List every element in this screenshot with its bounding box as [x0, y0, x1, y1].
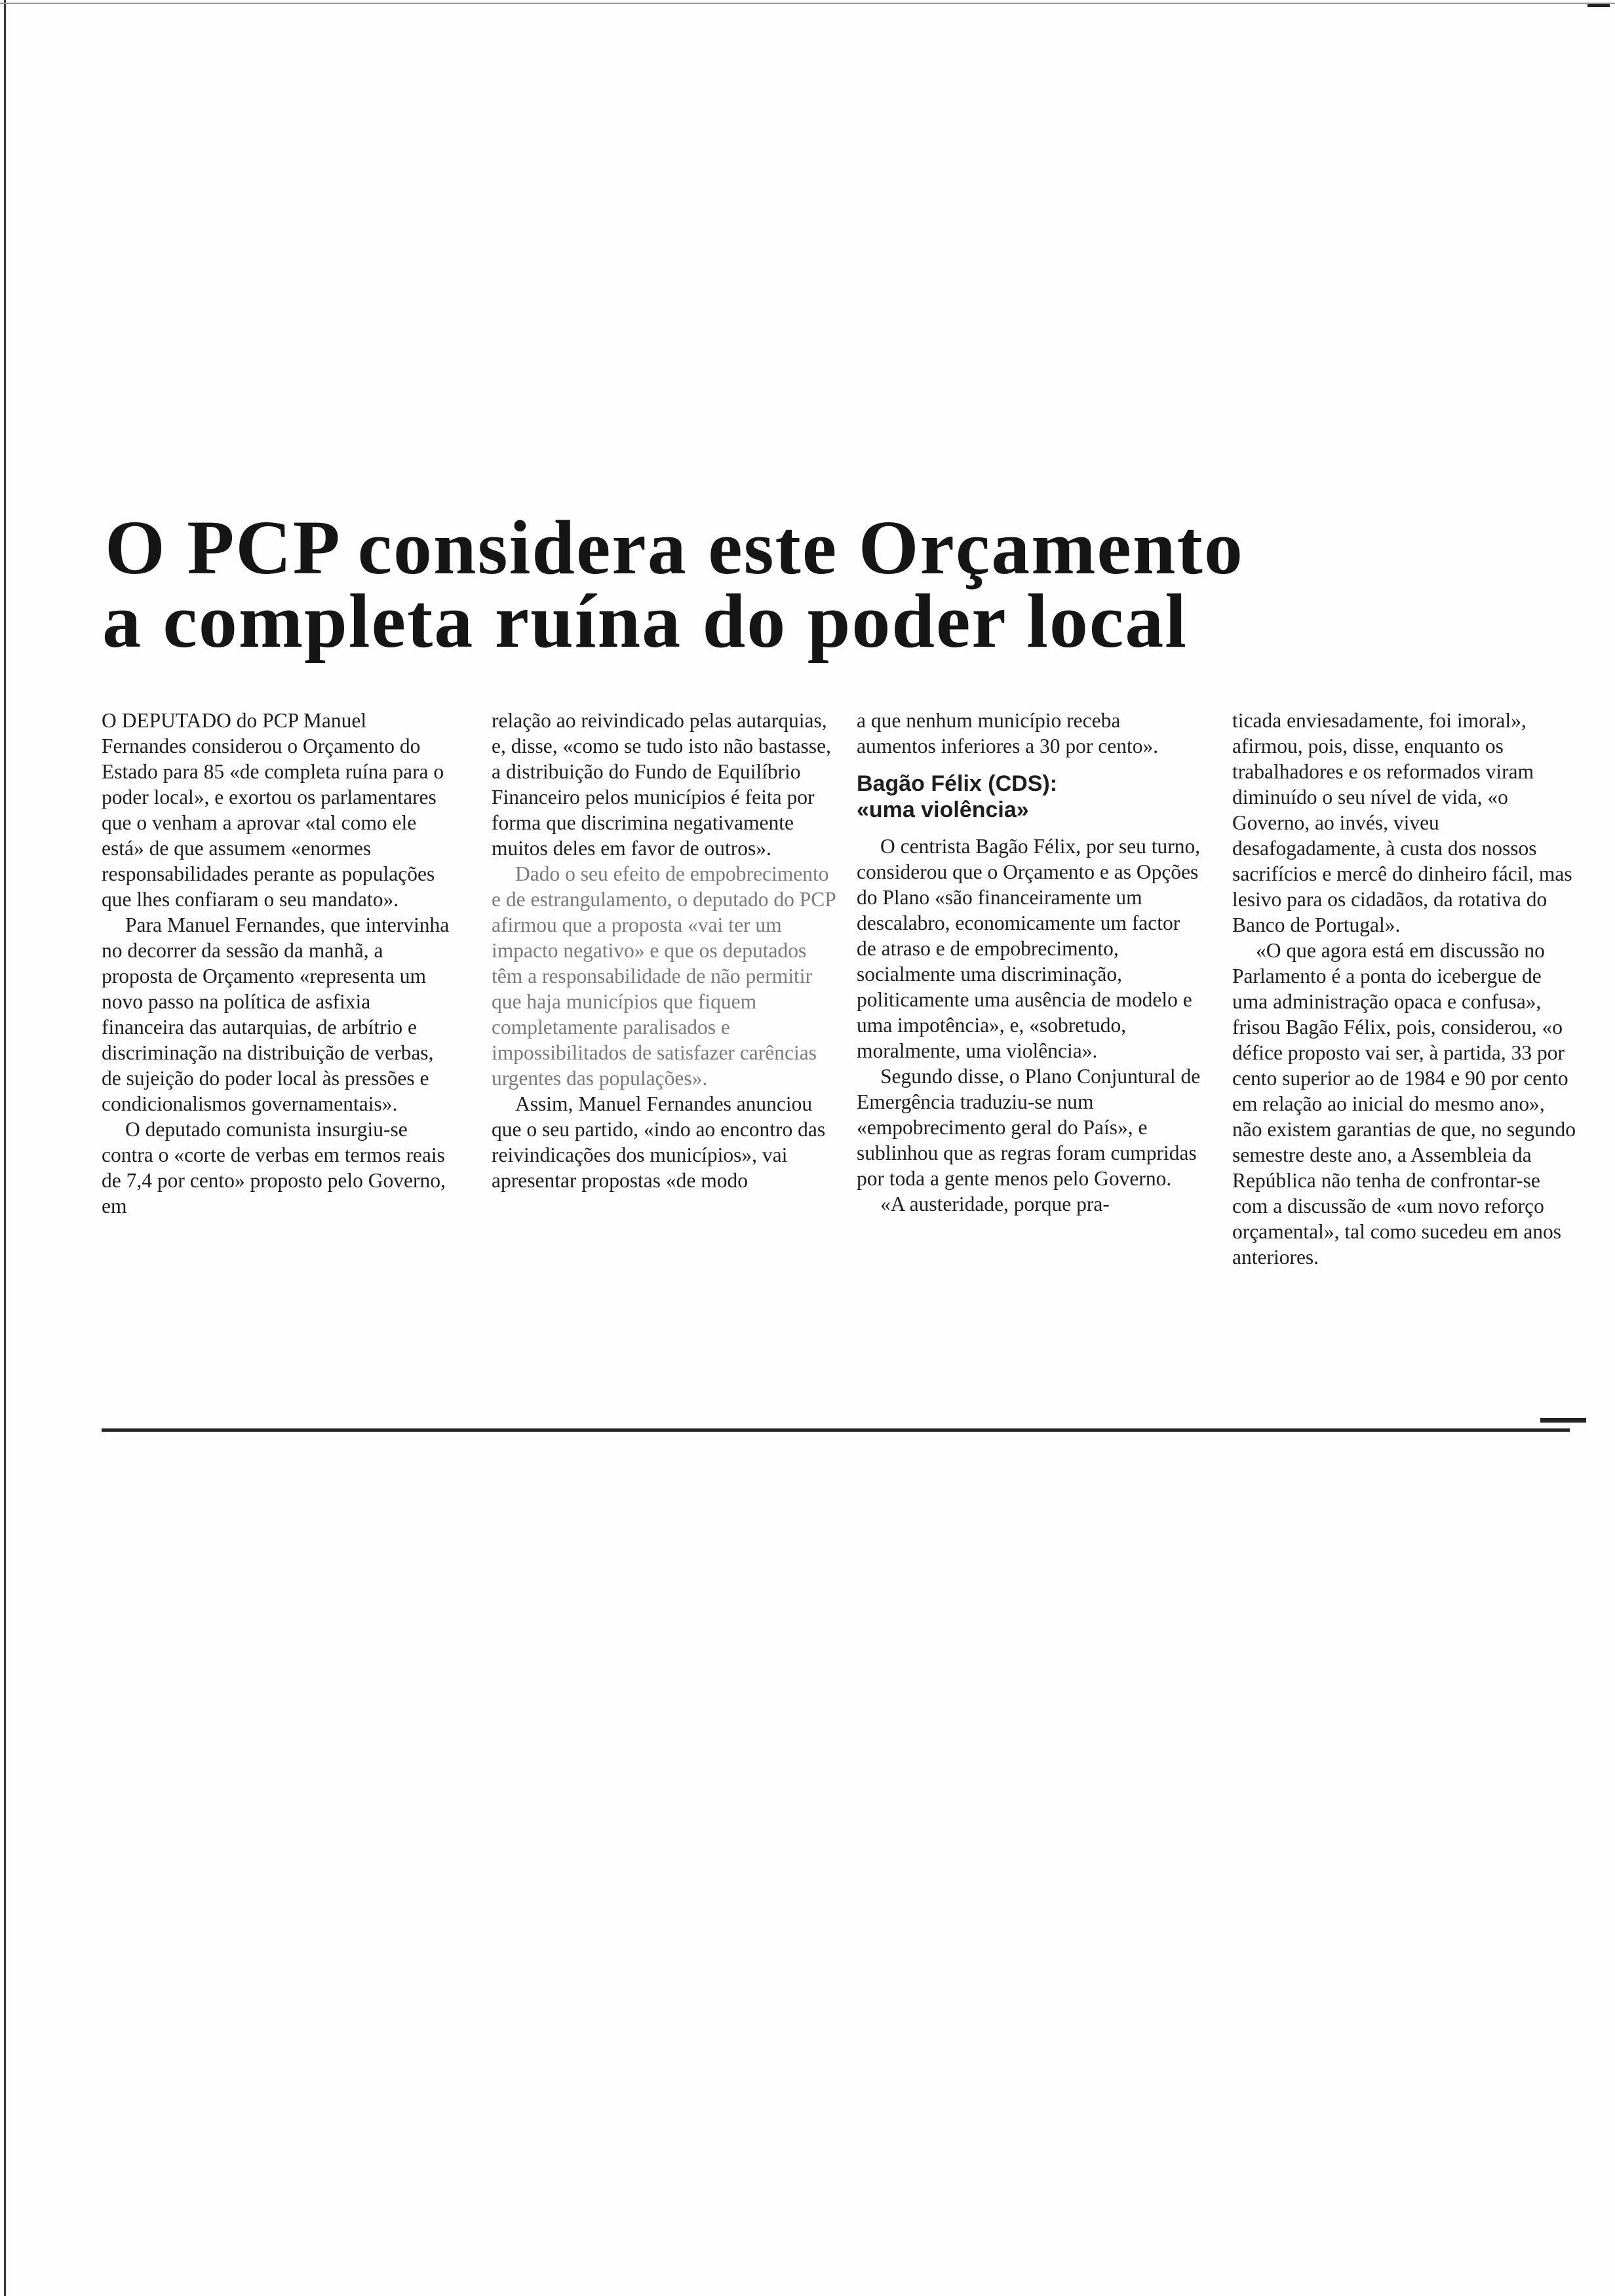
- article-column-3: [857, 708, 1204, 1217]
- scan-border-left: [4, 0, 6, 2296]
- paragraph: Para Manuel Fernandes, que intervinha no decorrer da sessão da manhã, a proposta de Orçamento «representa um novo passo na política de asfixia financeira das autarquias, de arbítrio e discriminação na distribuição de verbas, de sujeição do poder local às pressões e condicionalismos governamentais».: [102, 913, 450, 1115]
- article-column-4: [1232, 708, 1578, 1270]
- bottom-rule: [102, 1428, 1570, 1432]
- paragraph: relação ao reivindicado pelas autarquias, e, disse, «como se tudo isto não bastasse, a distribuição do Fundo de Equilíbrio Financeiro pelos municípios é feita por forma que discrimina negativamente muitos deles em favor de outros».: [492, 709, 831, 860]
- subheading-quote: «uma violência»: [857, 797, 1029, 822]
- paragraph: O DEPUTADO do PCP Manuel Fernandes considerou o Orçamento do Estado para 85 «de completa ruína para o poder local», e exortou os parlamentares que o venham a aprovar «tal como ele está» de que assumem «enormes responsabilidades perante as populações que lhes confiaram o seu mandato».: [102, 709, 444, 911]
- headline-line-2: a completa ruína do poder local: [102, 578, 1188, 664]
- scan-corner-mark: [1587, 4, 1610, 7]
- paragraph: Segundo disse, o Plano Conjuntural de Emergência traduziu-se num «empobrecimento geral do País», e sublinhou que as regras foram cumpridas por toda a gente menos pelo Governo.: [857, 1065, 1201, 1190]
- section-subheading: [857, 771, 1204, 823]
- end-of-article-mark: [1540, 1418, 1586, 1423]
- paragraph: ticada enviesadamente, foi imoral», afirmou, pois, disse, enquanto os trabalhadores e os reformados viram diminuído o seu nível de vida, «o Governo, ao invés, viveu desafogadamente, à custa dos nossos sacrifícios e mercê do dinheiro fácil, mas lesivo para os cidadãos, da rotativa do Banco de Portugal».: [1232, 709, 1572, 936]
- paragraph: a que nenhum município receba aumentos inferiores a 30 por cento».: [857, 709, 1159, 757]
- paragraph: Assim, Manuel Fernandes anunciou que o seu partido, «indo ao encontro das reivindicações dos municípios», vai apresentar propostas «de modo: [492, 1092, 826, 1192]
- paragraph: O deputado comunista insurgiu-se contra o «corte de verbas em termos reais de 7,4 por cento» proposto pelo Governo, em: [102, 1118, 446, 1217]
- article-column-1: [102, 708, 456, 1219]
- scan-border-top: [0, 3, 1615, 4]
- headline-line-1: O PCP considera este Orçamento: [105, 505, 1244, 590]
- article-headline: [98, 505, 1580, 664]
- subheading-name: Bagão Félix (CDS):: [857, 771, 1058, 796]
- newspaper-clipping: [98, 505, 1580, 1468]
- paragraph: «A austeridade, porque pra-: [880, 1193, 1110, 1215]
- paragraph: Dado o seu efeito de empobrecimento e de estrangulamento, o deputado do PCP afirmou que a proposta «vai ter um impacto negativo» e que os deputados têm a responsabilidade de não permitir que haja municípios que fiquem completamente paralisados e impossibilitados de satisfazer carências urgentes das populações».: [492, 862, 836, 1090]
- paragraph: O centrista Bagão Félix, por seu turno, considerou que o Orçamento e as Opções do Plano «são financeiramente um descalabro, economicamente um factor de atraso e de empobrecimento, socialmente uma discriminação, politicamente uma ausência de modelo e uma impotência», e, «sobretudo, moralmente, uma violência».: [857, 835, 1201, 1062]
- paragraph: «O que agora está em discussão no Parlamento é a ponta do icebergue de uma administração opaca e confusa», frisou Bagão Félix, pois, considerou, «o défice proposto vai ser, à partida, 33 por cento superior ao de 1984 e 90 por cento em relação ao inicial do mesmo ano», não existem garantias de que, no segundo semestre deste ano, a Assembleia da República não tenha de confrontar-se com a discussão de «um novo reforço orçamental», tal como sucedeu em anos anteriores.: [1232, 939, 1576, 1269]
- article-column-2: [492, 708, 836, 1193]
